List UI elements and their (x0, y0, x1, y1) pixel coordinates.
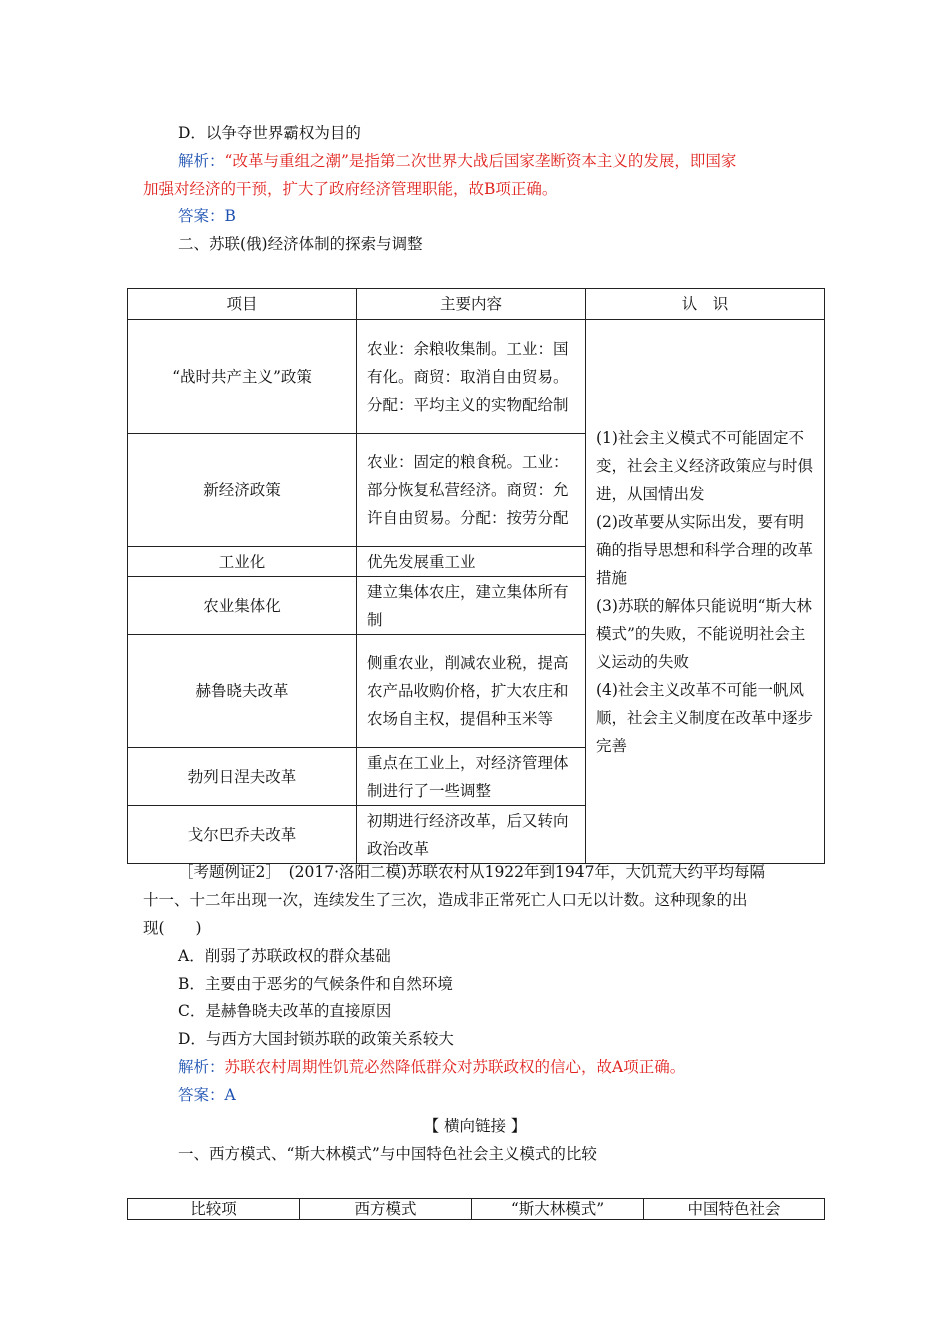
row-item: 新经济政策 (128, 434, 357, 547)
row-content: 初期进行经济改革，后又转向政治改革 (357, 806, 586, 864)
soviet-economy-table (127, 288, 825, 864)
section-title-comparison: 一、西方模式、“斯大林模式”与中国特色社会主义模式的比较 (178, 1145, 597, 1163)
option-a: A．削弱了苏联政权的群众基础 (178, 947, 391, 965)
table-header-row (128, 289, 825, 320)
row-content: 侧重农业，削减农业税，提高农产品收购价格，扩大农庄和农场自主权，提倡种玉米等 (357, 635, 586, 748)
header-western-model: 西方模式 (300, 1199, 472, 1220)
row-content: 农业：固定的粮食税。工业：部分恢复私营经济。商贸：允许自由贸易。分配：按劳分配 (357, 434, 586, 547)
section-title-soviet: 二、苏联(俄)经济体制的探索与调整 (178, 235, 423, 253)
model-comparison-table (127, 1198, 825, 1220)
analysis-text-q: 苏联农村周期性饥荒必然降低群众对苏联政权的信心，故A项正确。 (224, 1058, 686, 1076)
question-line-2: 十一、十二年出现一次，连续发生了三次，造成非正常死亡人口无以计数。这种现象的出 (143, 891, 748, 909)
header-compare-item: 比较项 (128, 1199, 300, 1220)
row-content: 优先发展重工业 (357, 547, 586, 577)
header-stalin-model: “斯大林模式” (472, 1199, 644, 1220)
row-item: 勃列日涅夫改革 (128, 748, 357, 806)
analysis-label: 解析： (178, 152, 225, 170)
row-item: 农业集体化 (128, 577, 357, 635)
analysis-line-1 (178, 150, 736, 172)
table-row (128, 320, 825, 434)
answer-a: 答案：A (178, 1086, 236, 1104)
row-content: 农业：余粮收集制。工业：国有化。商贸：取消自由贸易。分配：平均主义的实物配给制 (357, 320, 586, 434)
analysis-line-2: 加强对经济的干预，扩大了政府经济管理职能，故B项正确。 (143, 180, 558, 198)
option-b: B．主要由于恶劣的气候条件和自然环境 (178, 975, 453, 993)
row-content: 建立集体农庄，建立集体所有制 (357, 577, 586, 635)
row-item: 赫鲁晓夫改革 (128, 635, 357, 748)
option-d-2: D．与西方大国封锁苏联的政策关系较大 (178, 1030, 454, 1048)
analysis-label: 解析： (178, 1058, 225, 1076)
header-item: 项目 (128, 289, 357, 320)
header-chinese-model: 中国特色社会 (644, 1199, 825, 1220)
understanding-cell (586, 320, 825, 864)
understanding-point: (4)社会主义改革不可能一帆风顺，社会主义制度在改革中逐步完善 (596, 680, 814, 755)
question-line-3: 现( ) (143, 919, 202, 937)
table-header-row (128, 1199, 825, 1220)
understanding-point: (2)改革要从实际出发，要有明确的指导思想和科学合理的改革措施 (596, 512, 814, 587)
header-content: 主要内容 (357, 289, 586, 320)
row-item: 工业化 (128, 547, 357, 577)
analysis-text-1: “改革与重组之潮”是指第二次世界大战后国家垄断资本主义的发展，即国家 (224, 152, 737, 170)
option-d: D．以争夺世界霸权为目的 (178, 124, 361, 142)
option-c: C．是赫鲁晓夫改革的直接原因 (178, 1002, 392, 1020)
row-item: “战时共产主义”政策 (128, 320, 357, 434)
horizontal-link-heading: 【 横向链接 】 (423, 1117, 527, 1135)
answer-b: 答案：B (178, 207, 236, 225)
analysis-line-q (178, 1056, 685, 1078)
header-understanding: 认 识 (586, 289, 825, 320)
understanding-point: (1)社会主义模式不可能固定不变，社会主义经济政策应与时俱进，从国情出发 (596, 428, 814, 503)
understanding-point: (3)苏联的解体只能说明“斯大林模式”的失败，不能说明社会主义运动的失败 (596, 596, 812, 671)
question-line-1: ［考题例证2］ (2017·洛阳二模)苏联农村从1922年到1947年，大饥荒大约平均每隔 (178, 863, 765, 881)
row-content: 重点在工业上，对经济管理体制进行了一些调整 (357, 748, 586, 806)
row-item: 戈尔巴乔夫改革 (128, 806, 357, 864)
